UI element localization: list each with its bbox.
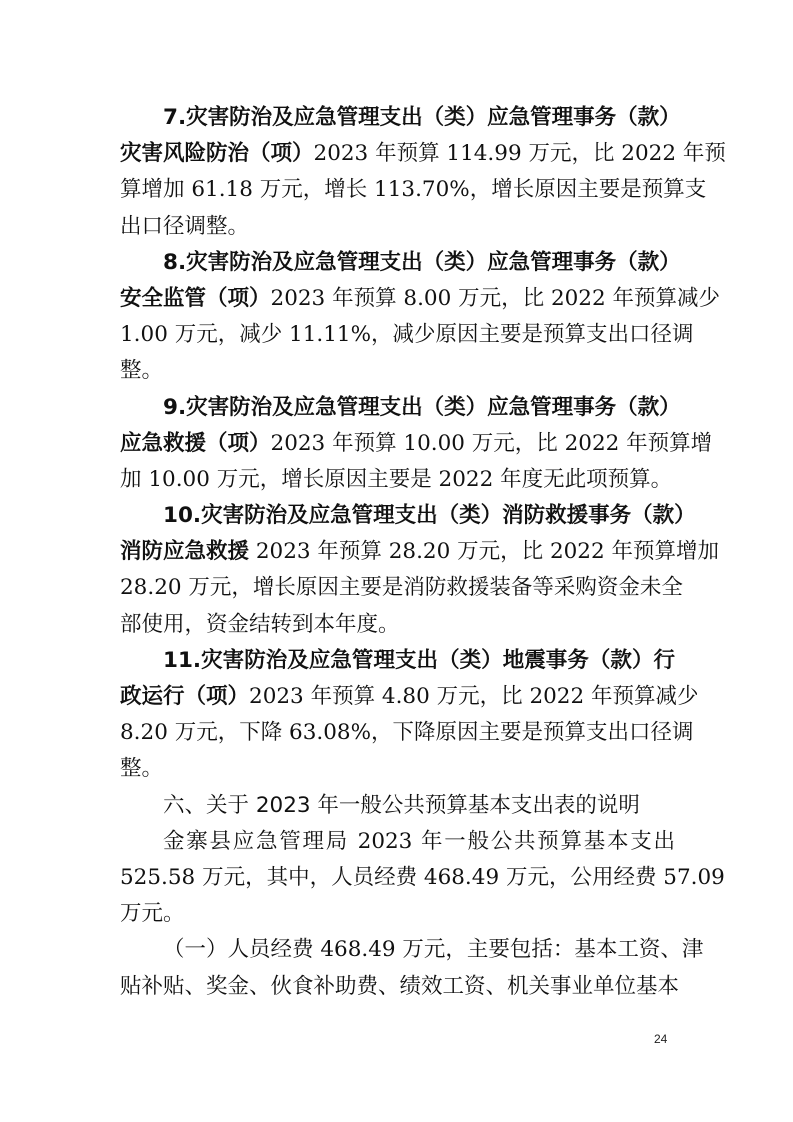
body-text: 28.20 万元，增长原因主要是消防救援装备等采购资金未全 bbox=[120, 575, 683, 601]
paragraph-line bbox=[120, 534, 720, 570]
item-8-title bbox=[120, 245, 681, 281]
body-text: 部使用，资金结转到本年度。 bbox=[120, 611, 400, 637]
paragraph-line bbox=[120, 136, 726, 172]
body-text: 8.20 万元，下降 63.08%，下降原因主要是预算支出口径调 bbox=[120, 720, 694, 746]
bold-text: 灾害风险防治（项） bbox=[120, 141, 314, 167]
bold-text: 11.灾害防治及应急管理支出（类）地震事务（款）行 bbox=[163, 647, 675, 673]
body-text: 算增加 61.18 万元，增长 113.70%，增长原因主要是预算支 bbox=[120, 177, 707, 203]
bold-text: 消防应急救援 bbox=[120, 539, 250, 565]
body-text: 2023 年预算 28.20 万元，比 2022 年预算增加 bbox=[249, 539, 720, 565]
bold-text: 7.灾害防治及应急管理支出（类）应急管理事务（款） bbox=[163, 105, 681, 130]
budget-item-8 bbox=[120, 245, 720, 390]
budget-item-11 bbox=[120, 643, 699, 788]
body-text: 2023 年预算 114.99 万元，比 2022 年预 bbox=[313, 141, 726, 167]
body-text: 整。 bbox=[120, 756, 164, 782]
page-number: 24 bbox=[654, 1032, 668, 1046]
bold-text: 10.灾害防治及应急管理支出（类）消防救援事务（款） bbox=[163, 503, 696, 529]
paragraph-line bbox=[120, 679, 699, 715]
budget-item-7 bbox=[120, 100, 726, 245]
item-11-title bbox=[120, 643, 675, 679]
paragraph-line bbox=[120, 570, 683, 606]
body-text: 2023 年预算 10.00 万元，比 2022 年预算增 bbox=[270, 430, 713, 456]
paragraph-line bbox=[120, 426, 713, 462]
section-heading: 六、关于 2023 年一般公共预算基本支出表的说明 bbox=[163, 792, 640, 818]
item-10-title bbox=[120, 498, 696, 534]
budget-item-9 bbox=[120, 390, 713, 499]
body-text: 1.00 万元，减少 11.11%，减少原因主要是预算支出口径调 bbox=[120, 322, 694, 348]
paragraph-line bbox=[120, 172, 707, 208]
bold-text: 安全监管（项） bbox=[120, 285, 271, 311]
paragraph-line bbox=[120, 353, 675, 389]
body-text: 2023 年预算 8.00 万元，比 2022 年预算减少 bbox=[270, 285, 720, 311]
personnel-paragraph bbox=[120, 932, 704, 1004]
bold-text: 应急救援（项） bbox=[120, 430, 271, 456]
body-text: 出口径调整。 bbox=[120, 213, 250, 239]
item-9-title bbox=[120, 390, 681, 426]
bold-text: 政运行（项） bbox=[120, 684, 250, 709]
paragraph-line: 万元。 bbox=[120, 901, 185, 927]
paragraph-line bbox=[120, 715, 694, 751]
paragraph-line: 贴补贴、奖金、伙食补助费、绩效工资、机关事业单位基本 bbox=[120, 973, 680, 999]
summary-paragraph bbox=[120, 824, 725, 933]
paragraph-line bbox=[120, 462, 675, 498]
body-text: 整。 bbox=[120, 358, 164, 384]
paragraph-line bbox=[120, 209, 675, 245]
paragraph-line bbox=[120, 317, 694, 353]
paragraph-line bbox=[120, 607, 675, 643]
document-page bbox=[120, 100, 726, 1005]
budget-item-10 bbox=[120, 498, 720, 643]
paragraph-line bbox=[120, 751, 675, 787]
paragraph-line: 金寨县应急管理局 2023 年一般公共预算基本支出 bbox=[163, 828, 675, 854]
paragraph-line: （一）人员经费 468.49 万元，主要包括：基本工资、津 bbox=[163, 937, 704, 963]
paragraph-line bbox=[120, 281, 720, 317]
bold-text: 9.灾害防治及应急管理支出（类）应急管理事务（款） bbox=[163, 394, 681, 420]
body-text: 加 10.00 万元，增长原因主要是 2022 年度无此项预算。 bbox=[120, 466, 673, 492]
body-text: 2023 年预算 4.80 万元，比 2022 年预算减少 bbox=[249, 684, 699, 709]
item-7-title bbox=[120, 100, 681, 136]
bold-text: 8.灾害防治及应急管理支出（类）应急管理事务（款） bbox=[163, 249, 681, 275]
paragraph-line: 525.58 万元，其中，人员经费 468.49 万元，公用经费 57.09 bbox=[120, 864, 725, 890]
